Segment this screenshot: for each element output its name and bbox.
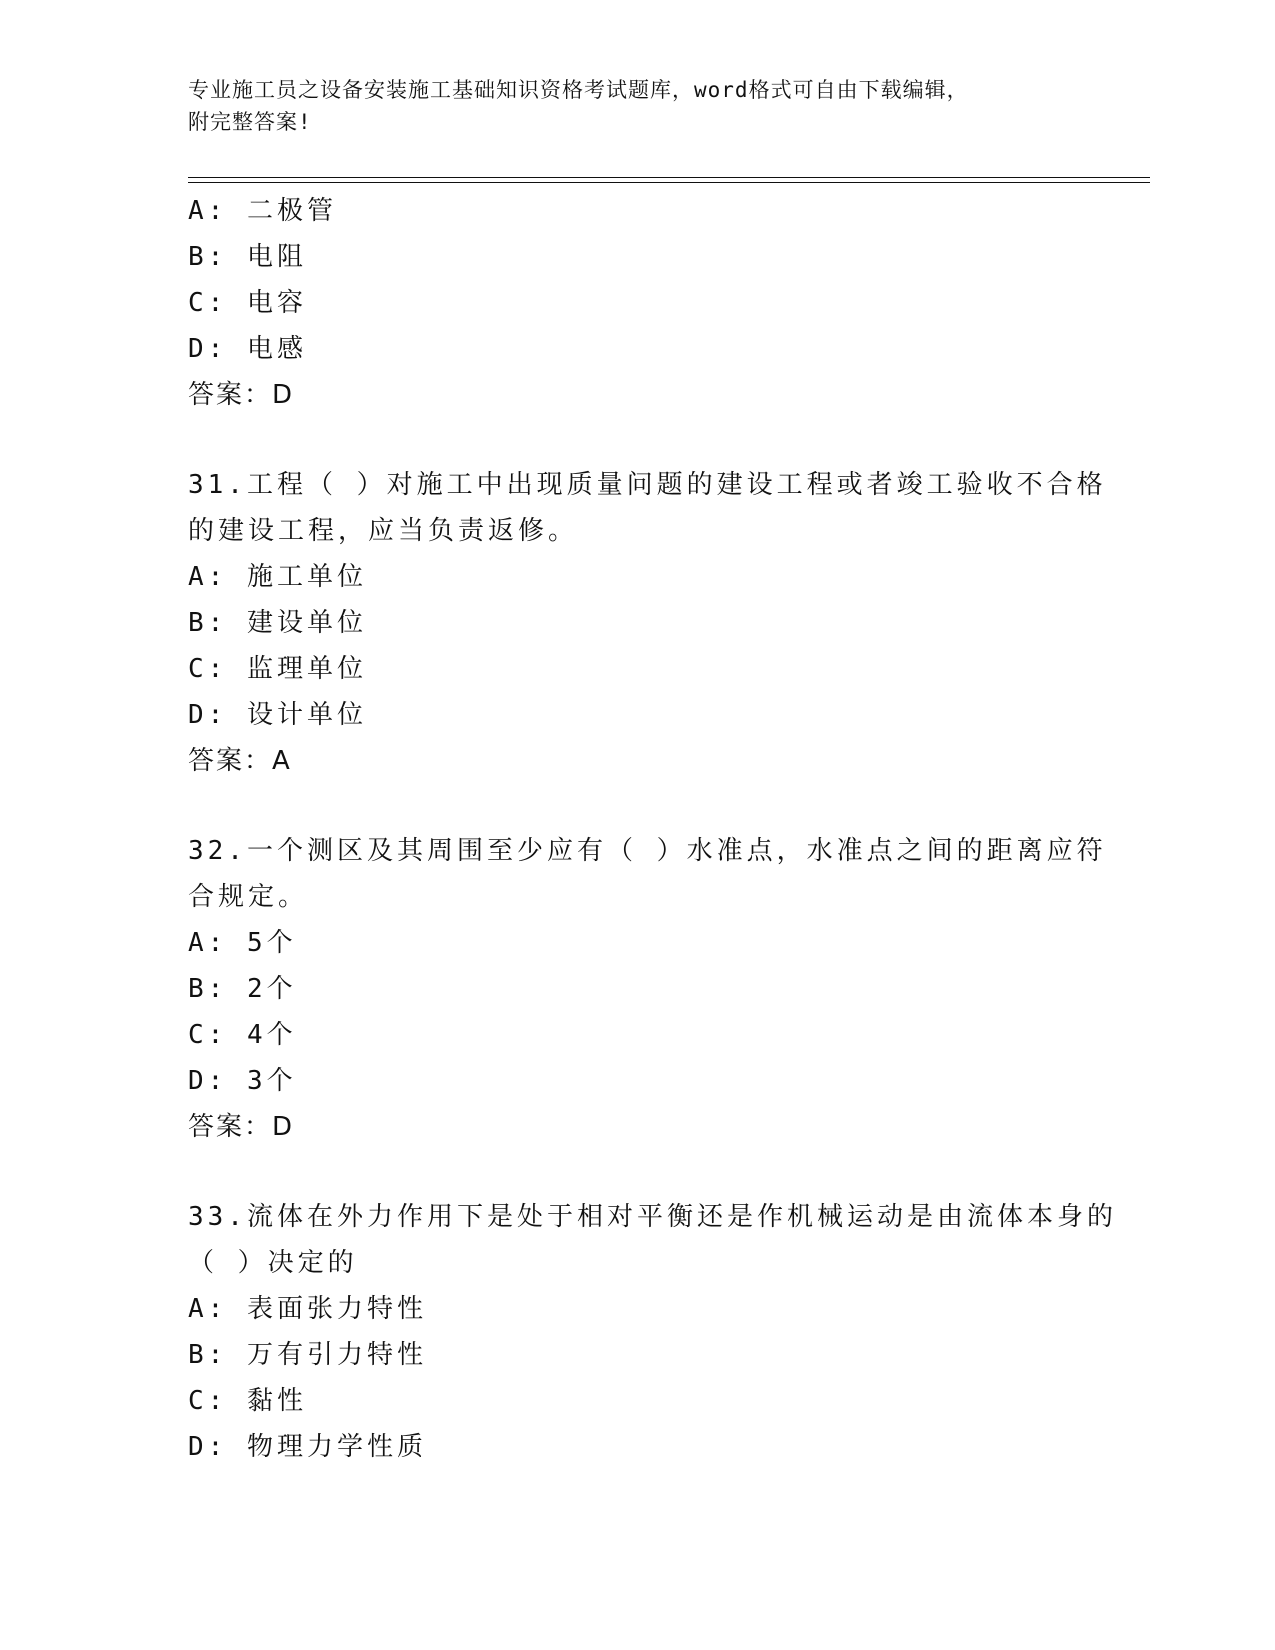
question-32 (188, 828, 1107, 1150)
option-b: B: 电阻 (188, 242, 307, 272)
header-title-line-2: 附完整答案! (188, 110, 312, 134)
question-list (188, 188, 1117, 1470)
option-d: D: 电感 (188, 334, 307, 364)
header-title-line-1: 专业施工员之设备安装施工基础知识资格考试题库，word格式可自由下载编辑， (188, 78, 969, 102)
option-c: C: 电容 (188, 288, 307, 318)
option-d: D: 设计单位 (188, 700, 367, 730)
question-text-line-1: 33.流体在外力作用下是处于相对平衡还是作机械运动是由流体本身的 (188, 1202, 1117, 1232)
option-a: A: 5个 (188, 928, 297, 958)
question-33 (188, 1194, 1117, 1470)
question-text-line-1: 31.工程（ ）对施工中出现质量问题的建设工程或者竣工验收不合格 (188, 470, 1107, 500)
question-text-line-2: 合规定。 (188, 882, 309, 912)
option-d: D: 3个 (188, 1066, 297, 1096)
option-c: C: 监理单位 (188, 654, 367, 684)
question-30-continued (188, 188, 1088, 418)
question-text-line-2: （ ）决定的 (188, 1248, 358, 1278)
option-d: D: 物理力学性质 (188, 1432, 427, 1462)
header-divider-bottom (188, 182, 1150, 183)
option-c: C: 黏性 (188, 1386, 307, 1416)
option-b: B: 2个 (188, 974, 297, 1004)
option-a: A: 二极管 (188, 196, 337, 226)
option-a: A: 施工单位 (188, 562, 367, 592)
option-a: A: 表面张力特性 (188, 1294, 427, 1324)
option-c: C: 4个 (188, 1020, 297, 1050)
option-b: B: 万有引力特性 (188, 1340, 427, 1370)
answer-line: 答案：A (188, 746, 292, 776)
header-divider-top (188, 177, 1150, 178)
answer-line: 答案：D (188, 1112, 295, 1142)
question-text-line-1: 32.一个测区及其周围至少应有（ ）水准点，水准点之间的距离应符 (188, 836, 1107, 866)
answer-line: 答案：D (188, 380, 295, 410)
option-b: B: 建设单位 (188, 608, 367, 638)
question-31 (188, 462, 1107, 784)
document-header (188, 74, 1088, 138)
question-text-line-2: 的建设工程，应当负责返修。 (188, 516, 579, 546)
